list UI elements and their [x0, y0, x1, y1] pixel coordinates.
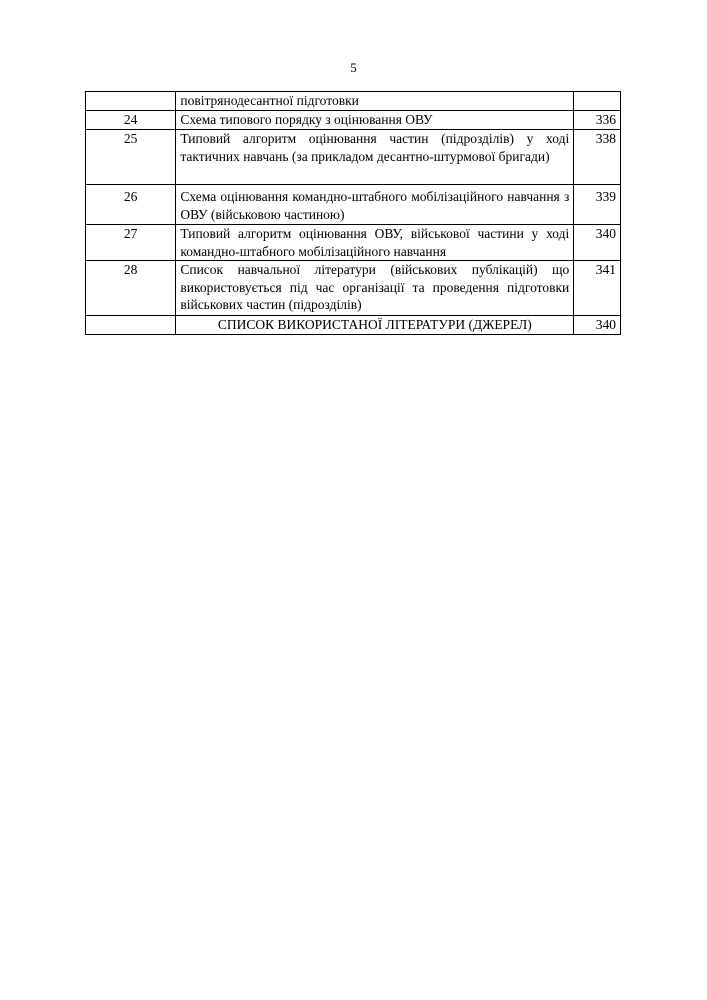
item-number: 26: [86, 185, 176, 225]
item-page: 340: [574, 225, 621, 261]
item-page: 336: [574, 111, 621, 130]
table-row: [86, 261, 621, 316]
table-of-contents: [85, 91, 621, 335]
item-title: СПИСОК ВИКОРИСТАНОЇ ЛІТЕРАТУРИ (ДЖЕРЕЛ): [176, 316, 574, 335]
item-title: Схема оцінювання командно-штабного мобілізаційного навчання з ОВУ (військовою частиною): [176, 185, 574, 225]
table-row: [86, 130, 621, 185]
item-number: [86, 316, 176, 335]
item-number: 28: [86, 261, 176, 316]
item-number: 24: [86, 111, 176, 130]
item-page: 340: [574, 316, 621, 335]
item-page: 341: [574, 261, 621, 316]
page-number: 5: [350, 60, 357, 75]
table-row: [86, 225, 621, 261]
table-row: [86, 316, 621, 335]
item-number: 27: [86, 225, 176, 261]
item-number: [86, 92, 176, 111]
table-row: [86, 111, 621, 130]
item-title: Список навчальної літератури (військових публікацій) що використовується під час організації та проведення підготовки військових частин (підрозділів): [176, 261, 574, 316]
item-title: Схема типового порядку з оцінювання ОВУ: [176, 111, 574, 130]
item-page: 339: [574, 185, 621, 225]
item-number: 25: [86, 130, 176, 185]
item-title: Типовий алгоритм оцінювання частин (підрозділів) у ході тактичних навчань (за прикладом десантно-штурмової бригади): [176, 130, 574, 185]
item-title: повітрянодесантної підготовки: [176, 92, 574, 111]
item-page: [574, 92, 621, 111]
item-title: Типовий алгоритм оцінювання ОВУ, військової частини у ході командно-штабного мобілізаційного навчання: [176, 225, 574, 261]
table-row: [86, 92, 621, 111]
table-row: [86, 185, 621, 225]
item-page: 338: [574, 130, 621, 185]
